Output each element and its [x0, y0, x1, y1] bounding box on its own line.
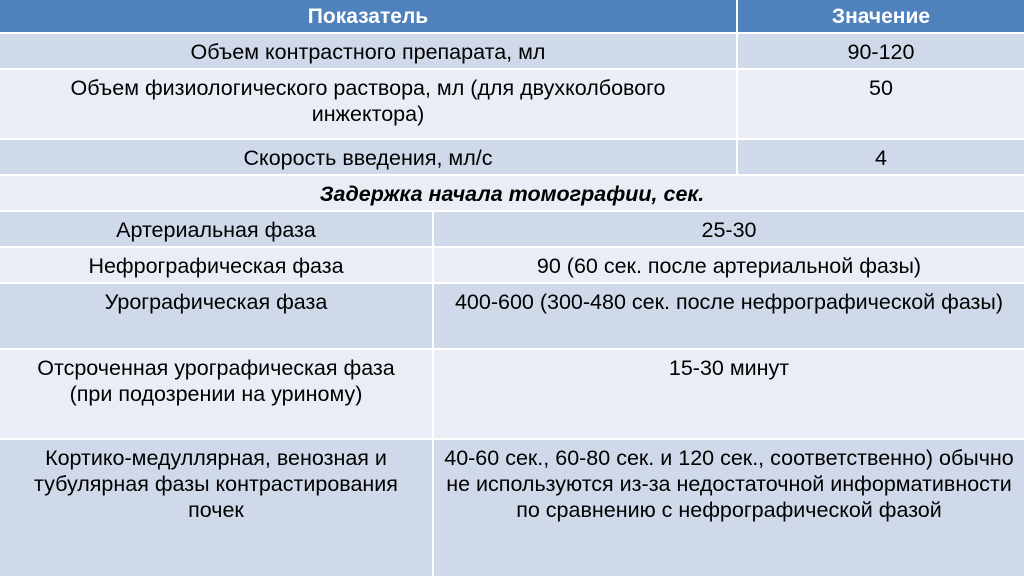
row-value: 90-120	[736, 34, 1024, 68]
row-label: Объем контрастного препарата, мл	[190, 40, 546, 64]
table-row	[0, 248, 1024, 284]
row-value: 25-30	[432, 212, 1024, 246]
row-label: Нефрографическая фаза	[88, 254, 344, 278]
header-value: Значение	[736, 0, 1024, 32]
row-label: Скорость введения, мл/с	[243, 146, 493, 170]
row-value: 4	[736, 140, 1024, 174]
table-row	[0, 140, 1024, 176]
row-label: Отсроченная урографическая фаза (при подозрении на уриному)	[37, 356, 395, 406]
table-row	[0, 70, 1024, 140]
header-indicator: Показатель	[307, 5, 429, 28]
table-row	[0, 350, 1024, 440]
row-value: 400-600 (300-480 сек. после нефрографической фазы)	[432, 284, 1024, 348]
table-row	[0, 212, 1024, 248]
section-title-row	[0, 176, 1024, 212]
row-label: Кортико-медуллярная, венозная и тубулярная фазы контрастирования почек	[34, 446, 398, 522]
row-value: 40-60 сек., 60-80 сек. и 120 сек., соответственно) обычно не используются из-за недостаточной информативности по сравнению с нефрографической фазой	[432, 440, 1024, 576]
row-label: Урографическая фаза	[104, 290, 328, 314]
row-label: Артериальная фаза	[116, 218, 316, 242]
row-label: Объем физиологического раствора, мл (для двухколбового инжектора)	[70, 76, 666, 126]
table-row	[0, 440, 1024, 576]
table-row	[0, 34, 1024, 70]
section-title: Задержка начала томографии, сек.	[319, 182, 705, 206]
row-value: 15-30 минут	[432, 350, 1024, 438]
table-header-row	[0, 0, 1024, 34]
table-row	[0, 284, 1024, 350]
row-value: 90 (60 сек. после артериальной фазы)	[432, 248, 1024, 282]
row-value: 50	[736, 70, 1024, 138]
